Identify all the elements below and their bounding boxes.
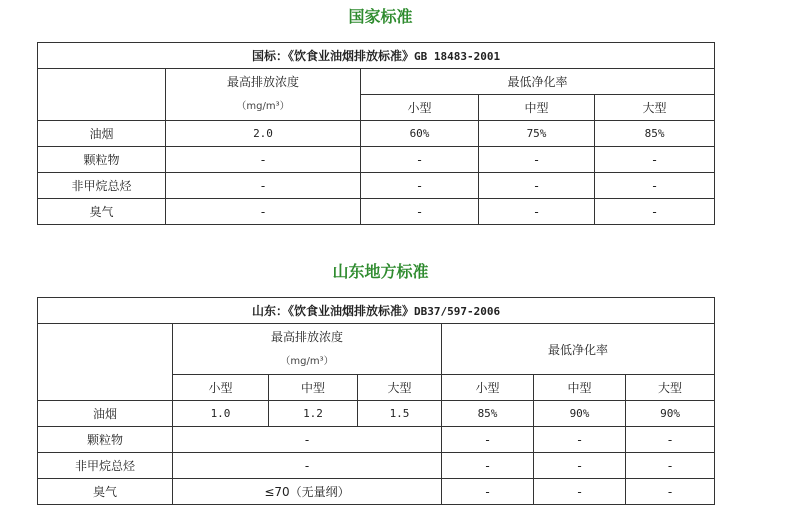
- row-name: 油烟: [38, 121, 166, 147]
- row-small: -: [361, 199, 479, 225]
- table-row: [38, 199, 715, 225]
- row-conc: ≤70（无量纲）: [173, 479, 442, 505]
- header-empty-cell: [38, 69, 166, 121]
- row-name: 臭气: [38, 479, 173, 505]
- row-name: 油烟: [38, 401, 173, 427]
- table-row: [38, 147, 715, 173]
- caption-label: 山东：《饮食业油烟排放标准》: [251, 304, 414, 318]
- row-large: -: [626, 453, 715, 479]
- header-max-conc: [173, 324, 442, 375]
- table-caption-row: [38, 43, 715, 69]
- header-conc-medium: 中型: [269, 375, 358, 401]
- row-small: -: [442, 479, 534, 505]
- header-max-conc-label: 最高排放浓度: [226, 75, 299, 89]
- header-empty-cell: [38, 324, 173, 401]
- row-medium: -: [479, 173, 595, 199]
- row-medium: 90%: [534, 401, 626, 427]
- row-small: 60%: [361, 121, 479, 147]
- table-row: [38, 479, 715, 505]
- header-min-eff: 最低净化率: [361, 69, 715, 95]
- row-small: -: [361, 147, 479, 173]
- row-large: 85%: [595, 121, 715, 147]
- header-max-conc-label: 最高排放浓度: [270, 329, 343, 344]
- national-standard-title: 国家标准: [348, 7, 413, 26]
- table-row: [38, 427, 715, 453]
- row-conc-large: 1.5: [358, 401, 442, 427]
- row-medium: -: [534, 453, 626, 479]
- header-medium: 中型: [479, 95, 595, 121]
- national-standard-table: [37, 42, 715, 225]
- table-row: [38, 453, 715, 479]
- row-name: 颗粒物: [38, 147, 166, 173]
- header-conc-large: 大型: [358, 375, 442, 401]
- row-medium: 75%: [479, 121, 595, 147]
- shandong-standard-title: 山东地方标准: [332, 262, 429, 281]
- row-medium: -: [534, 427, 626, 453]
- caption-code: DB37/597-2006: [413, 305, 501, 318]
- header-row: [38, 69, 715, 95]
- row-large: -: [626, 479, 715, 505]
- table-caption: [38, 43, 715, 69]
- header-small: 小型: [442, 375, 534, 401]
- caption-code: GB 18483-2001: [413, 50, 501, 63]
- row-conc-small: 1.0: [173, 401, 269, 427]
- table-row: [38, 121, 715, 147]
- row-medium: -: [479, 147, 595, 173]
- row-conc: -: [166, 199, 361, 225]
- header-min-eff: 最低净化率: [442, 324, 715, 375]
- header-large: 大型: [626, 375, 715, 401]
- row-conc: -: [166, 173, 361, 199]
- header-unit: （mg/m³）: [280, 355, 334, 367]
- header-max-conc: [166, 69, 361, 121]
- row-conc-medium: 1.2: [269, 401, 358, 427]
- row-medium: -: [534, 479, 626, 505]
- row-large: -: [595, 147, 715, 173]
- row-conc: -: [173, 427, 442, 453]
- row-medium: -: [479, 199, 595, 225]
- header-unit: （mg/m³）: [236, 101, 290, 112]
- header-conc-small: 小型: [173, 375, 269, 401]
- row-large: -: [595, 199, 715, 225]
- header-medium: 中型: [534, 375, 626, 401]
- table-caption: [38, 298, 715, 324]
- row-small: -: [361, 173, 479, 199]
- row-name: 非甲烷总烃: [38, 453, 173, 479]
- table-row: [38, 401, 715, 427]
- row-small: -: [442, 427, 534, 453]
- row-conc: -: [166, 147, 361, 173]
- header-small: 小型: [361, 95, 479, 121]
- row-large: -: [595, 173, 715, 199]
- row-small: -: [442, 453, 534, 479]
- row-name: 颗粒物: [38, 427, 173, 453]
- row-conc: -: [173, 453, 442, 479]
- table-caption-row: [38, 298, 715, 324]
- row-small: 85%: [442, 401, 534, 427]
- row-large: 90%: [626, 401, 715, 427]
- row-name: 非甲烷总烃: [38, 173, 166, 199]
- row-name: 臭气: [38, 199, 166, 225]
- caption-label: 国标：《饮食业油烟排放标准》: [251, 49, 414, 63]
- row-large: -: [626, 427, 715, 453]
- header-row: [38, 324, 715, 375]
- shandong-standard-table: [37, 297, 715, 505]
- row-conc: 2.0: [166, 121, 361, 147]
- header-large: 大型: [595, 95, 715, 121]
- table-row: [38, 173, 715, 199]
